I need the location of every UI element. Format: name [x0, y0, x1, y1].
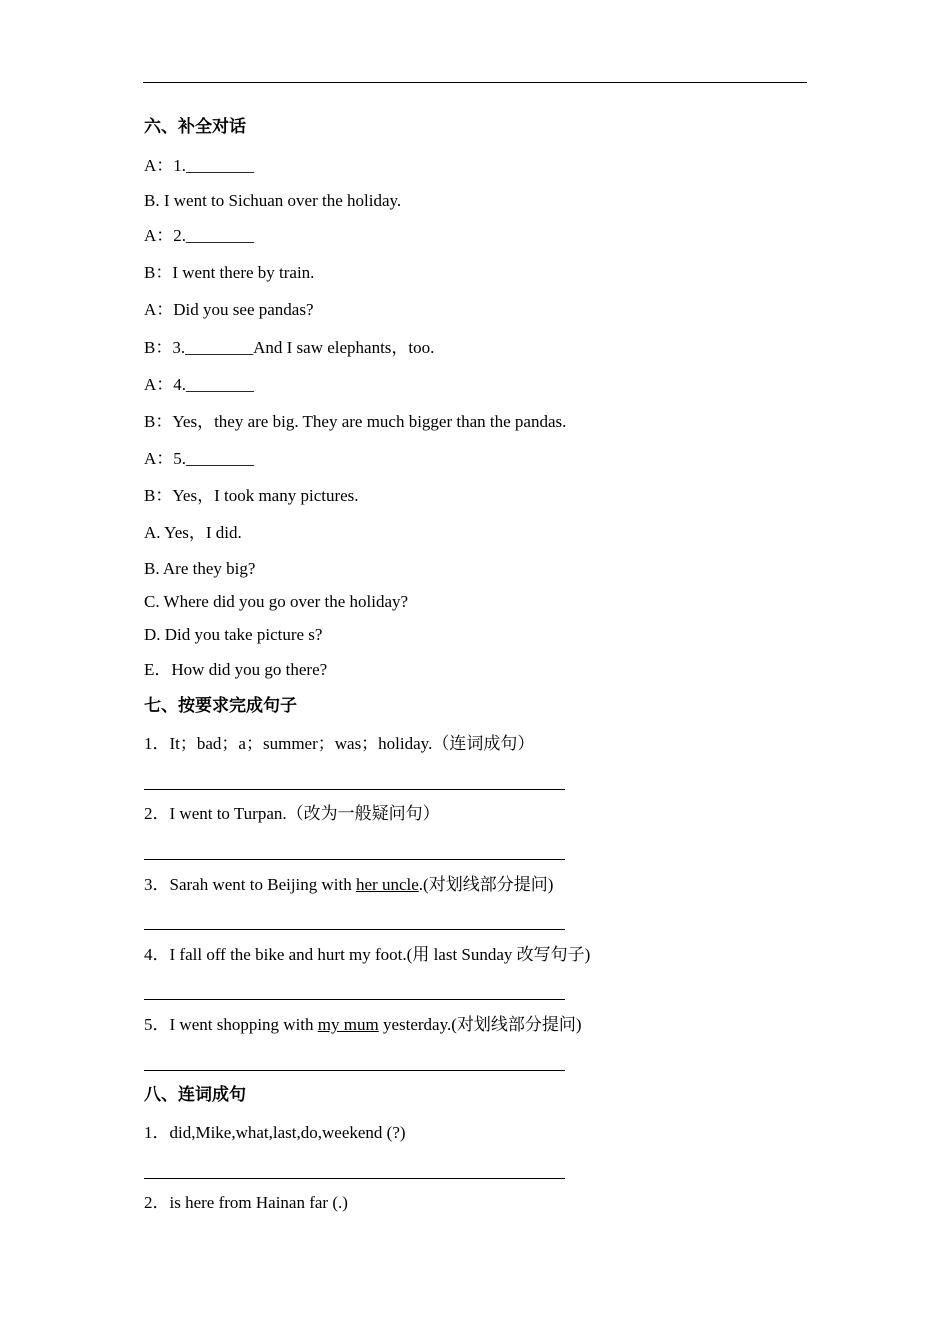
question-3: [144, 875, 553, 895]
question-5: [144, 1015, 582, 1035]
underlined-phrase: her uncle: [356, 875, 419, 894]
dialogue-line: B. I went to Sichuan over the holiday.: [144, 191, 402, 210]
header-rule: [143, 82, 807, 83]
dialogue-line: A：1.________: [144, 156, 255, 175]
dialogue-line: B：I went there by train.: [144, 263, 315, 282]
option-item: B. Are they big?: [144, 559, 256, 578]
underlined-phrase: my mum: [317, 1015, 379, 1034]
option-item: D. Did you take picture s?: [144, 625, 323, 644]
question-2: 2．I went to Turpan.（改为一般疑问句）: [144, 804, 440, 823]
option-item: E．How did you go there?: [144, 660, 328, 679]
question-1: 1．did,Mike,what,last,do,weekend (?): [144, 1123, 406, 1142]
answer-line[interactable]: [144, 999, 565, 1000]
question-text: yesterday.(对划线部分提问): [378, 1015, 582, 1034]
section-6-title: 六、补全对话: [144, 117, 246, 137]
answer-line[interactable]: [144, 859, 565, 860]
question-text: 3．Sarah went to Beijing with: [144, 875, 357, 894]
question-text: .(对划线部分提问): [418, 875, 554, 894]
dialogue-line: A：4.________: [144, 375, 255, 394]
dialogue-line: A：5.________: [144, 449, 255, 468]
answer-line[interactable]: [144, 1070, 565, 1071]
dialogue-line: B：Yes，they are big. They are much bigger than the pandas.: [144, 412, 567, 431]
question-text: 5．I went shopping with: [144, 1015, 318, 1034]
answer-line[interactable]: [144, 929, 565, 930]
question-2: 2．is here from Hainan far (.): [144, 1193, 348, 1212]
option-item: A. Yes，I did.: [144, 523, 242, 542]
dialogue-line: A：2.________: [144, 226, 255, 245]
section-7-title: 七、按要求完成句子: [144, 696, 297, 716]
dialogue-line: B：Yes，I took many pictures.: [144, 486, 359, 505]
answer-line[interactable]: [144, 1178, 565, 1179]
question-1: 1．It；bad；a；summer；was；holiday.（连词成句）: [144, 734, 535, 753]
dialogue-line: A：Did you see pandas?: [144, 300, 314, 319]
question-4: 4．I fall off the bike and hurt my foot.(用 last Sunday 改写句子): [144, 945, 591, 964]
answer-line[interactable]: [144, 789, 565, 790]
dialogue-line: B：3.________And I saw elephants，too.: [144, 338, 435, 357]
option-item: C. Where did you go over the holiday?: [144, 592, 409, 611]
section-8-title: 八、连词成句: [144, 1085, 246, 1105]
